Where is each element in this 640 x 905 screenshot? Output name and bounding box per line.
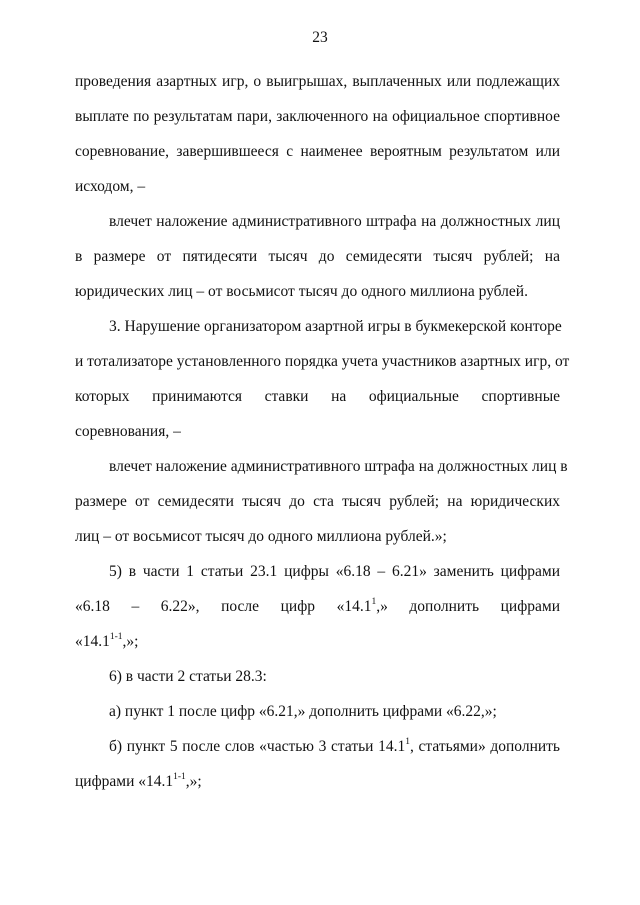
text-line: цифрами «14.1$^{1-1}$,»; — [75, 771, 202, 790]
text-line: и тотализаторе установленного порядка учета участников азартных игр, от — [75, 353, 570, 370]
text-line: исходом, – — [75, 178, 146, 195]
text-line: 5) в части 1 статьи 23.1 цифры «6.18 – 6.21» заменить цифрами — [109, 563, 560, 580]
text-line: а) пункт 1 после цифр «6.21,» дополнить цифрами «6.22,»; — [109, 703, 497, 720]
text-line: размере от семидесяти тысяч до ста тысяч рублей; на юридических — [75, 493, 560, 510]
text-line: соревнования, – — [75, 423, 181, 440]
text-line: 3. Нарушение организатором азартной игры в букмекерской конторе — [109, 318, 562, 335]
text-line: влечет наложение административного штрафа на должностных лиц в — [109, 458, 568, 475]
page-number: 23 — [312, 29, 328, 46]
text-line: 6) в части 2 статьи 28.3: — [109, 668, 267, 685]
text-line: лиц – от восьмисот тысяч до одного миллиона рублей.»; — [75, 528, 447, 545]
text-line: б) пункт 5 после слов «частью 3 статьи 14.1$^1$, статьями» дополнить — [109, 736, 560, 755]
text-line: влечет наложение административного штрафа на должностных лиц — [109, 213, 560, 230]
text-line: в размере от пятидесяти тысяч до семидесяти тысяч рублей; на — [75, 248, 560, 265]
text-line: юридических лиц – от восьмисот тысяч до одного миллиона рублей. — [75, 283, 528, 300]
text-line: «6.18 – 6.22», после цифр «14.1$^1$,» дополнить цифрами — [75, 596, 560, 615]
text-line: проведения азартных игр, о выигрышах, выплаченных или подлежащих — [75, 73, 560, 90]
text-line: выплате по результатам пари, заключенного на официальное спортивное — [75, 108, 560, 125]
text-line: соревнование, завершившееся с наименее вероятным результатом или — [75, 143, 560, 160]
text-line: которых принимаются ставки на официальные спортивные — [75, 388, 560, 405]
text-line: «14.1$^{1-1}$,»; — [75, 631, 139, 650]
